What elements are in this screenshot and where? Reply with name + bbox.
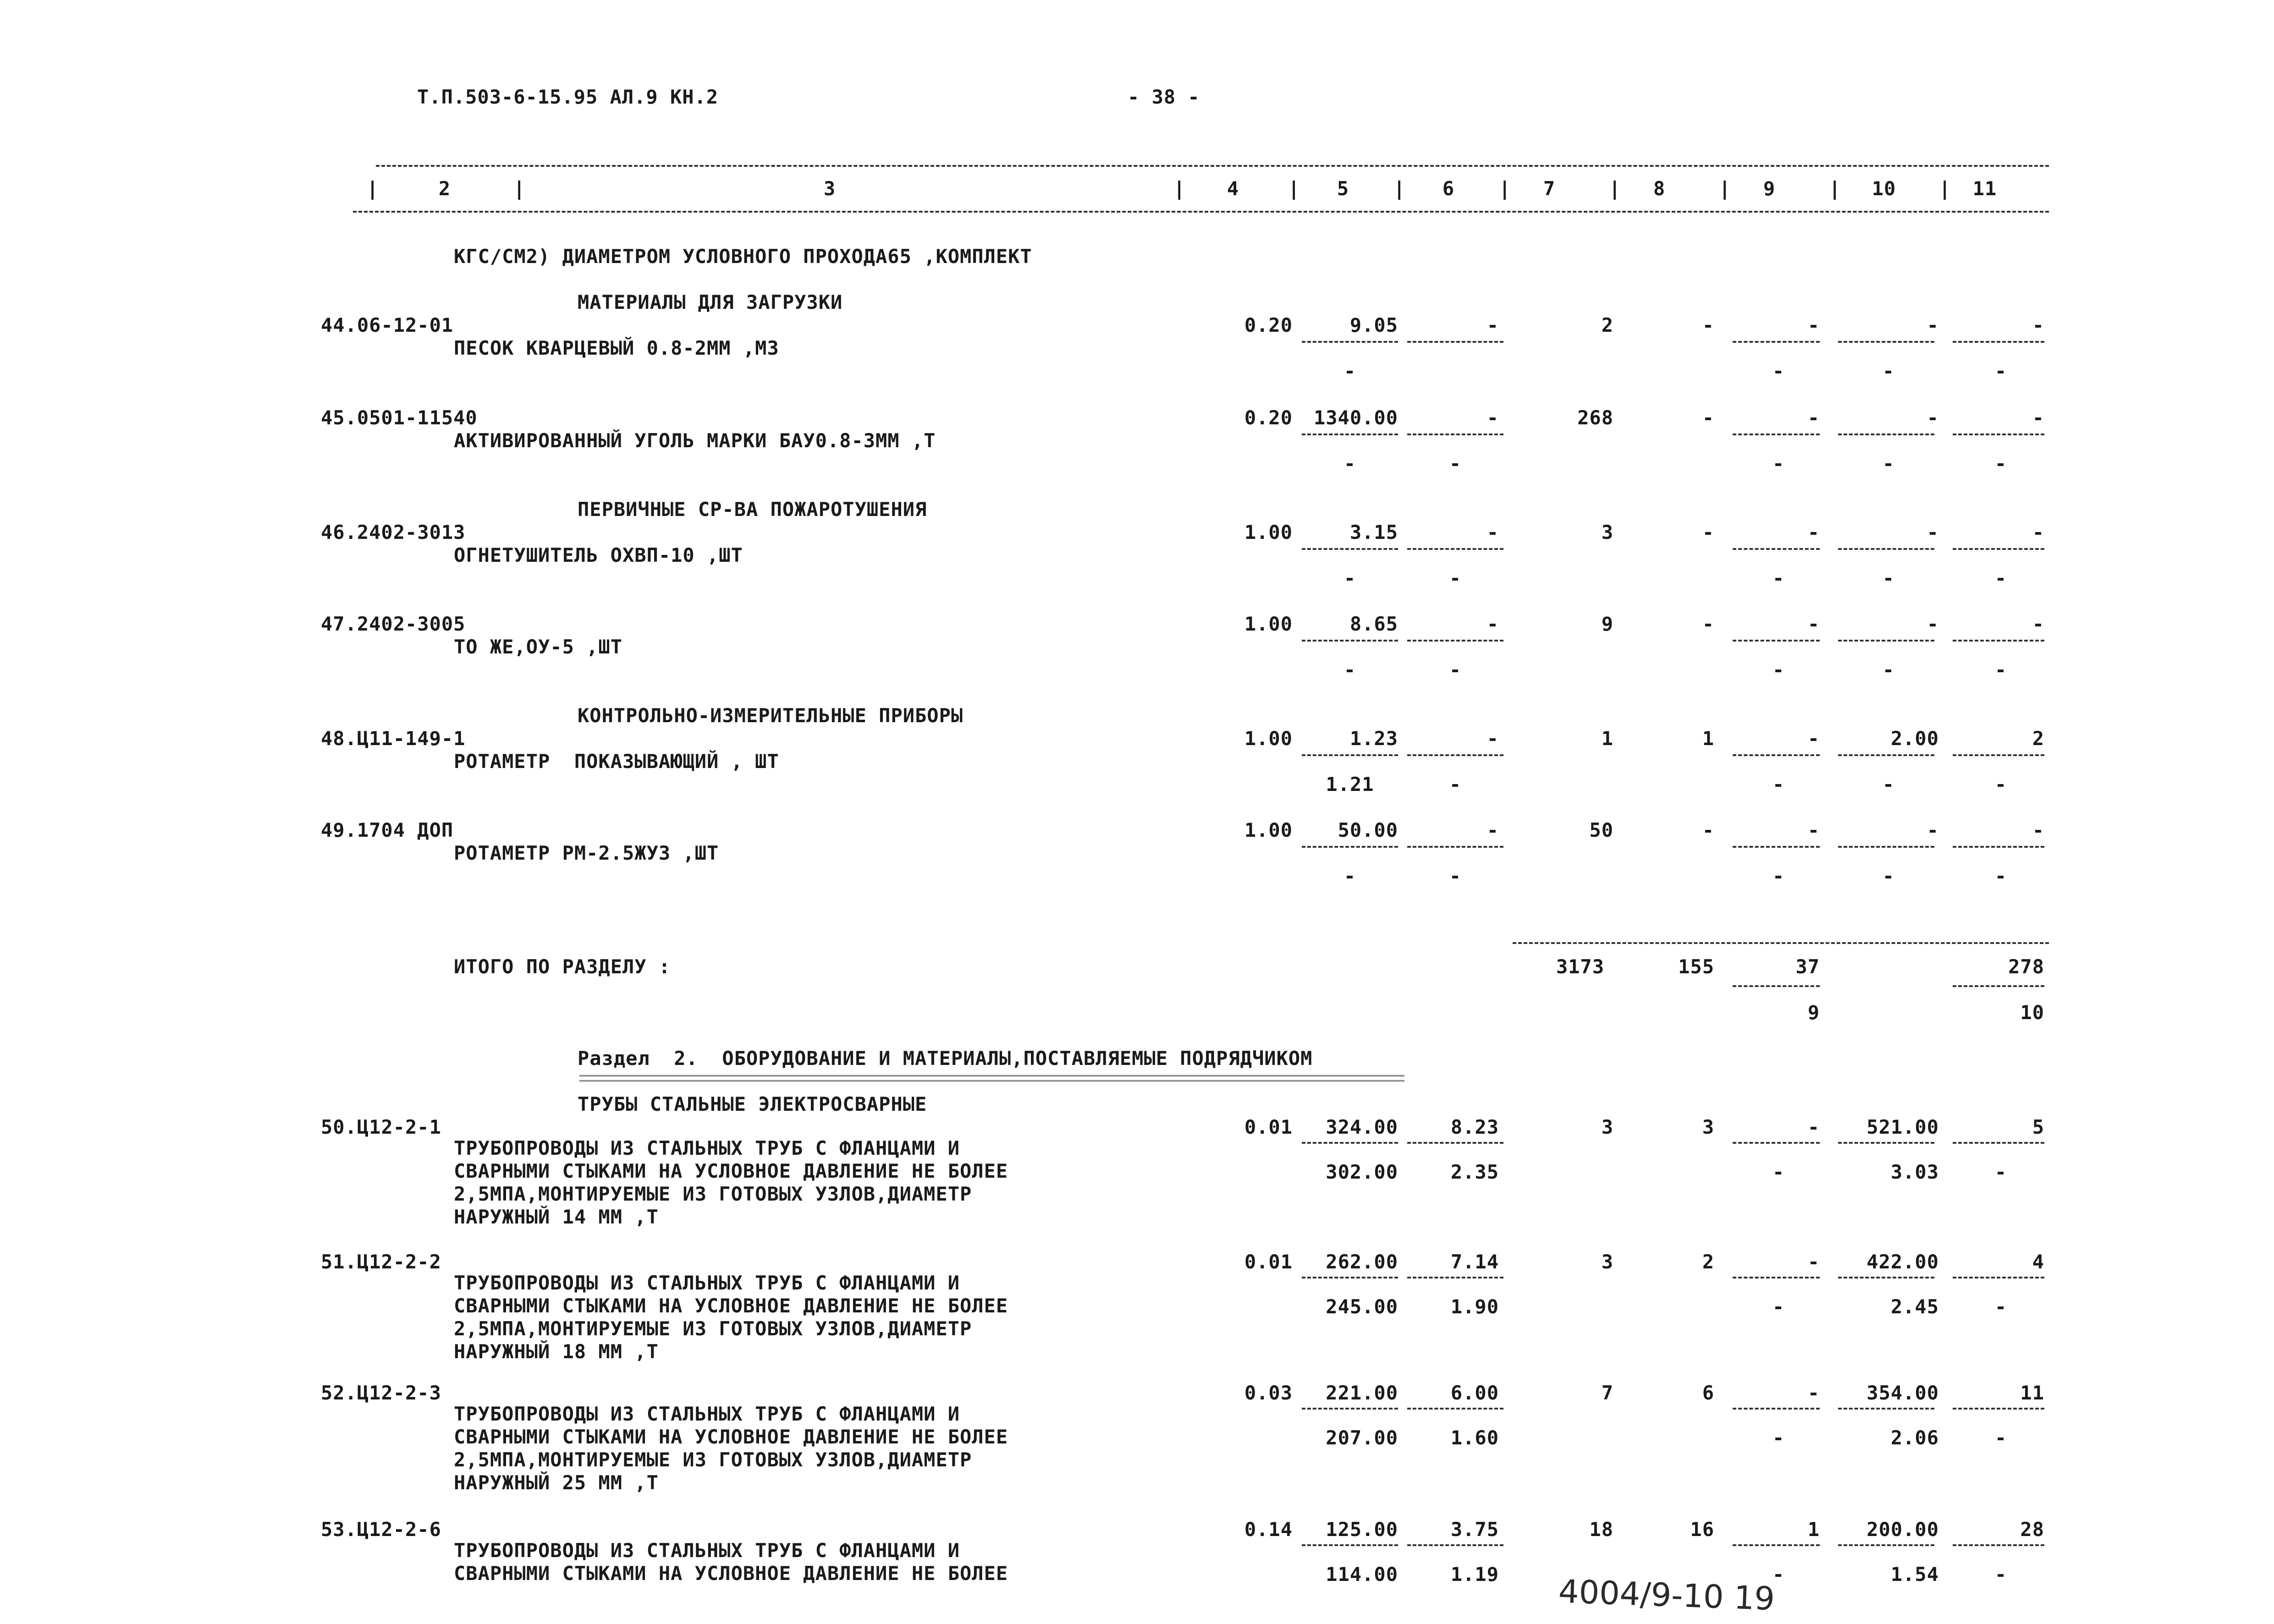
row-b5-sub: -	[1343, 452, 1356, 475]
row-c9: -	[1807, 406, 1820, 429]
pipe-c11: 11	[2020, 1382, 2044, 1404]
column-header-5: 5	[1337, 177, 1349, 200]
category-materials: МАТЕРИАЛЫ ДЛЯ ЗАГРУЗКИ	[578, 291, 843, 313]
row-b10-sub: -	[1882, 452, 1895, 475]
row-c6-rule	[1407, 548, 1503, 550]
pipe-c6-rule	[1407, 1408, 1503, 1410]
handwritten-note: 4004/9-10 19	[1558, 1572, 1776, 1618]
row-c11-rule	[1953, 640, 2044, 642]
row-b5-sub: -	[1343, 865, 1356, 887]
row-b11-sub: -	[1994, 567, 2007, 589]
pipe-description-line: СВАРНЫМИ СТЫКАМИ НА УСЛОВНОЕ ДАВЛЕНИЕ НЕ БОЛЕЕ	[454, 1562, 1008, 1585]
pipe-c4: 0.01	[1244, 1116, 1293, 1138]
pipe-c6-rule	[1407, 1142, 1503, 1144]
pipe-c6: 6.00	[1450, 1382, 1499, 1404]
pipe-c9: -	[1807, 1382, 1820, 1404]
total-col11-rule	[1953, 985, 2044, 987]
pipe-b10-sub: 1.54	[1890, 1563, 1939, 1586]
pipe-c8: 6	[1702, 1382, 1714, 1404]
row-c7: 2	[1601, 314, 1613, 336]
pipe-code: 53.Ц12-2-6	[321, 1518, 441, 1541]
pipe-description-line: СВАРНЫМИ СТЫКАМИ НА УСЛОВНОЕ ДАВЛЕНИЕ НЕ БОЛЕЕ	[454, 1426, 1008, 1448]
pipe-b9-sub: -	[1772, 1563, 1785, 1586]
row-c11: -	[2032, 613, 2044, 635]
row-code: 48.Ц11-149-1	[321, 727, 466, 750]
row-c9-rule	[1733, 433, 1820, 435]
row-c4: 0.20	[1244, 314, 1293, 336]
column-separator: |	[1288, 177, 1300, 200]
pipe-c6: 8.23	[1450, 1116, 1499, 1138]
column-separator: |	[513, 177, 526, 200]
row-c10: -	[1927, 613, 1939, 635]
row-c8: 1	[1702, 727, 1714, 750]
pipe-c5-rule	[1302, 1277, 1398, 1278]
row-b6-sub: -	[1449, 452, 1462, 475]
row-description: АКТИВИРОВАННЫЙ УГОЛЬ МАРКИ БАУ0.8-3ММ ,Т	[454, 429, 936, 452]
total-col9-sub: 9	[1807, 1001, 1820, 1024]
row-description: ПЕСОК КВАРЦЕВЫЙ 0.8-2ММ ,М3	[454, 337, 779, 359]
row-c9-rule	[1733, 341, 1820, 343]
row-code: 49.1704 ДОП	[321, 819, 454, 841]
row-b5-sub: -	[1343, 567, 1356, 589]
row-c11: -	[2032, 819, 2044, 841]
row-c6-rule	[1407, 846, 1503, 848]
pipe-c11-rule	[1953, 1142, 2044, 1144]
row-b11-sub: -	[1994, 865, 2007, 887]
column-header-7: 7	[1543, 177, 1556, 200]
row-c6: -	[1487, 819, 1499, 841]
pipe-c9-rule	[1733, 1408, 1820, 1410]
row-c10-rule	[1838, 754, 1934, 756]
row-c5: 8.65	[1349, 613, 1398, 635]
header-bottom-rule	[353, 211, 2049, 213]
document-code: Т.П.503-6-15.95 АЛ.9 КН.2	[417, 86, 719, 108]
pipe-c9: -	[1807, 1116, 1820, 1138]
column-header-10: 10	[1872, 177, 1896, 200]
row-c6: -	[1487, 314, 1499, 336]
row-c9: -	[1807, 314, 1820, 336]
row-b9-sub: -	[1772, 773, 1785, 796]
continuation-text: КГС/СМ2) ДИАМЕТРОМ УСЛОВНОГО ПРОХОДА65 ,КОМПЛЕКТ	[454, 245, 1032, 268]
pipe-b6-sub: 2.35	[1450, 1161, 1499, 1183]
row-c11: -	[2032, 406, 2044, 429]
pipe-b10-sub: 2.45	[1890, 1295, 1939, 1318]
row-c10: -	[1927, 406, 1939, 429]
pipe-c9: 1	[1807, 1518, 1820, 1541]
pipe-c5-rule	[1302, 1544, 1398, 1546]
pipe-c10: 422.00	[1867, 1251, 1939, 1273]
row-b11-sub: -	[1994, 658, 2007, 681]
row-code: 44.06-12-01	[321, 314, 454, 336]
total-col11: 278	[2008, 955, 2044, 978]
row-c8: -	[1702, 406, 1714, 429]
row-c5-rule	[1302, 846, 1398, 848]
row-c11-rule	[1953, 754, 2044, 756]
row-c11-rule	[1953, 341, 2044, 343]
row-c8: -	[1702, 613, 1714, 635]
row-c11: 2	[2032, 727, 2044, 750]
row-c6: -	[1487, 727, 1499, 750]
pipe-b11-sub: -	[1994, 1295, 2007, 1318]
row-b9-sub: -	[1772, 658, 1785, 681]
pipe-c10-rule	[1838, 1142, 1934, 1144]
pipe-c9-rule	[1733, 1142, 1820, 1144]
pipe-c8: 3	[1702, 1116, 1714, 1138]
row-b6-sub: -	[1449, 865, 1462, 887]
pipe-b9-sub: -	[1772, 1426, 1785, 1449]
row-b9-sub: -	[1772, 360, 1785, 382]
row-c9: -	[1807, 521, 1820, 543]
total-col11-sub: 10	[2020, 1001, 2044, 1024]
pipe-c9-rule	[1733, 1544, 1820, 1546]
row-c5: 1340.00	[1313, 406, 1398, 429]
pipe-c6: 3.75	[1450, 1518, 1499, 1541]
row-c6-rule	[1407, 433, 1503, 435]
pipe-c5-rule	[1302, 1408, 1398, 1410]
column-separator: |	[1393, 177, 1406, 200]
row-b5-sub: 1.21	[1326, 773, 1374, 796]
row-b9-sub: -	[1772, 865, 1785, 887]
pipe-c4: 0.03	[1244, 1382, 1293, 1404]
pipe-code: 50.Ц12-2-1	[321, 1116, 441, 1138]
row-b10-sub: -	[1882, 658, 1895, 681]
pipe-code: 52.Ц12-2-3	[321, 1382, 441, 1404]
pipe-b11-sub: -	[1994, 1161, 2007, 1183]
pipe-c9-rule	[1733, 1277, 1820, 1278]
row-c10-rule	[1838, 846, 1934, 848]
pipe-c8: 2	[1702, 1251, 1714, 1273]
column-header-6: 6	[1442, 177, 1455, 200]
pipe-b5-sub: 114.00	[1326, 1563, 1398, 1586]
section-2-title: Раздел 2. ОБОРУДОВАНИЕ И МАТЕРИАЛЫ,ПОСТАВЛЯЕМЫЕ ПОДРЯДЧИКОМ	[578, 1047, 1313, 1070]
row-c5: 1.23	[1349, 727, 1398, 750]
column-header-9: 9	[1763, 177, 1776, 200]
total-col9-rule	[1733, 985, 1820, 987]
pipe-code: 51.Ц12-2-2	[321, 1251, 441, 1273]
pipe-b10-sub: 3.03	[1890, 1161, 1939, 1183]
row-description: ОГНЕТУШИТЕЛЬ ОХВП-10 ,ШТ	[454, 544, 743, 566]
pipe-c11: 5	[2032, 1116, 2044, 1138]
pipe-c11-rule	[1953, 1277, 2044, 1278]
pipe-b11-sub: -	[1994, 1426, 2007, 1449]
total-top-rule	[1513, 942, 2049, 944]
row-c4: 1.00	[1244, 613, 1293, 635]
row-c10: -	[1927, 314, 1939, 336]
pipe-description-line: 2,5МПА,МОНТИРУЕМЫЕ ИЗ ГОТОВЫХ УЗЛОВ,ДИАМЕТР	[454, 1448, 972, 1471]
row-c5: 50.00	[1338, 819, 1398, 841]
pipe-b5-sub: 245.00	[1326, 1295, 1398, 1318]
row-c10-rule	[1838, 341, 1934, 343]
pipe-description-line: ТРУБОПРОВОДЫ ИЗ СТАЛЬНЫХ ТРУБ С ФЛАНЦАМИ И	[454, 1272, 960, 1294]
row-c5-rule	[1302, 754, 1398, 756]
row-b11-sub: -	[1994, 360, 2007, 382]
column-separator: |	[367, 177, 379, 200]
column-separator: |	[1609, 177, 1621, 200]
row-c8: -	[1702, 521, 1714, 543]
total-col7: 3173	[1556, 955, 1604, 978]
row-c4: 1.00	[1244, 521, 1293, 543]
row-code: 45.0501-11540	[321, 406, 478, 429]
row-c7: 1	[1601, 727, 1613, 750]
total-col9: 37	[1795, 955, 1820, 978]
pipe-c10: 354.00	[1867, 1382, 1939, 1404]
pipe-c4: 0.01	[1244, 1251, 1293, 1273]
column-separator: |	[1499, 177, 1511, 200]
row-c8: -	[1702, 314, 1714, 336]
row-c6: -	[1487, 406, 1499, 429]
pipe-b6-sub: 1.60	[1450, 1426, 1499, 1449]
column-header-11: 11	[1972, 177, 1997, 200]
row-c6-rule	[1407, 754, 1503, 756]
total-col8: 155	[1678, 955, 1714, 978]
column-separator: |	[1829, 177, 1841, 200]
row-b10-sub: -	[1882, 360, 1895, 382]
row-c10: -	[1927, 819, 1939, 841]
pipe-c6-rule	[1407, 1544, 1503, 1546]
pipe-c10-rule	[1838, 1544, 1934, 1546]
row-c11: -	[2032, 314, 2044, 336]
row-c11: -	[2032, 521, 2044, 543]
row-c4: 1.00	[1244, 819, 1293, 841]
column-header-8: 8	[1653, 177, 1666, 200]
pipe-b11-sub: -	[1994, 1563, 2007, 1586]
row-c11-rule	[1953, 846, 2044, 848]
row-b11-sub: -	[1994, 452, 2007, 475]
pipe-b6-sub: 1.19	[1450, 1563, 1499, 1586]
row-c10: 2.00	[1890, 727, 1939, 750]
pipe-description-line: ТРУБОПРОВОДЫ ИЗ СТАЛЬНЫХ ТРУБ С ФЛАНЦАМИ И	[454, 1403, 960, 1425]
row-description: РОТАМЕТР ПОКАЗЫВАЮЩИЙ , ШТ	[454, 750, 779, 773]
pipe-b10-sub: 2.06	[1890, 1426, 1939, 1449]
pipe-c6: 7.14	[1450, 1251, 1499, 1273]
pipe-c5: 262.00	[1326, 1251, 1398, 1273]
row-c10: -	[1927, 521, 1939, 543]
pipe-c11: 28	[2020, 1518, 2044, 1541]
category-fire: ПЕРВИЧНЫЕ СР-ВА ПОЖАРОТУШЕНИЯ	[578, 498, 927, 521]
row-b5-sub: -	[1343, 360, 1356, 382]
row-c5: 3.15	[1349, 521, 1398, 543]
row-description: РОТАМЕТР РМ-2.5ЖУЗ ,ШТ	[454, 842, 719, 864]
pipe-c7: 3	[1601, 1251, 1613, 1273]
row-b5-sub: -	[1343, 658, 1356, 681]
row-c11-rule	[1953, 548, 2044, 550]
pipe-c8: 16	[1690, 1518, 1714, 1541]
row-c10-rule	[1838, 433, 1934, 435]
row-c4: 0.20	[1244, 406, 1293, 429]
pipe-description-line: ТРУБОПРОВОДЫ ИЗ СТАЛЬНЫХ ТРУБ С ФЛАНЦАМИ И	[454, 1137, 960, 1159]
pipe-b9-sub: -	[1772, 1295, 1785, 1318]
pipe-description-line: НАРУЖНЫЙ 14 ММ ,Т	[454, 1206, 659, 1228]
header-top-rule	[376, 165, 2049, 167]
section-2-underline	[579, 1075, 1404, 1081]
pipe-b5-sub: 207.00	[1326, 1426, 1398, 1449]
column-header-4: 4	[1227, 177, 1239, 200]
column-header-3: 3	[823, 177, 836, 200]
total-label: ИТОГО ПО РАЗДЕЛУ :	[454, 955, 671, 978]
pipe-description-line: НАРУЖНЫЙ 25 ММ ,Т	[454, 1471, 659, 1494]
row-b9-sub: -	[1772, 452, 1785, 475]
pipe-c4: 0.14	[1244, 1518, 1293, 1541]
page-number: - 38 -	[1128, 86, 1200, 108]
section-2-subtitle: ТРУБЫ СТАЛЬНЫЕ ЭЛЕКТРОСВАРНЫЕ	[578, 1093, 927, 1115]
row-c5-rule	[1302, 341, 1398, 343]
row-c9: -	[1807, 613, 1820, 635]
row-c6-rule	[1407, 640, 1503, 642]
pipe-b6-sub: 1.90	[1450, 1295, 1499, 1318]
pipe-c9: -	[1807, 1251, 1820, 1273]
row-c6-rule	[1407, 341, 1503, 343]
column-separator: |	[1939, 177, 1951, 200]
pipe-description-line: НАРУЖНЫЙ 18 ММ ,Т	[454, 1340, 659, 1363]
row-c9-rule	[1733, 548, 1820, 550]
column-separator: |	[1719, 177, 1731, 200]
pipe-c7: 18	[1589, 1518, 1613, 1541]
row-c7: 9	[1601, 613, 1613, 635]
row-c7: 3	[1601, 521, 1613, 543]
pipe-b5-sub: 302.00	[1326, 1161, 1398, 1183]
row-c7: 268	[1577, 406, 1613, 429]
pipe-c10-rule	[1838, 1277, 1934, 1278]
row-c9-rule	[1733, 754, 1820, 756]
column-header-2: 2	[438, 177, 451, 200]
row-c5-rule	[1302, 548, 1398, 550]
pipe-description-line: ТРУБОПРОВОДЫ ИЗ СТАЛЬНЫХ ТРУБ С ФЛАНЦАМИ И	[454, 1539, 960, 1562]
pipe-c10: 521.00	[1867, 1116, 1939, 1138]
pipe-description-line: СВАРНЫМИ СТЫКАМИ НА УСЛОВНОЕ ДАВЛЕНИЕ НЕ БОЛЕЕ	[454, 1295, 1008, 1317]
pipe-c6-rule	[1407, 1277, 1503, 1278]
row-code: 46.2402-3013	[321, 521, 466, 543]
pipe-c5: 125.00	[1326, 1518, 1398, 1541]
pipe-c10: 200.00	[1867, 1518, 1939, 1541]
row-c9-rule	[1733, 640, 1820, 642]
pipe-c5-rule	[1302, 1142, 1398, 1144]
pipe-c10-rule	[1838, 1408, 1934, 1410]
row-b10-sub: -	[1882, 773, 1895, 796]
pipe-c7: 3	[1601, 1116, 1613, 1138]
pipe-description-line: СВАРНЫМИ СТЫКАМИ НА УСЛОВНОЕ ДАВЛЕНИЕ НЕ БОЛЕЕ	[454, 1160, 1008, 1182]
pipe-b9-sub: -	[1772, 1161, 1785, 1183]
pipe-c11: 4	[2032, 1251, 2044, 1273]
row-c11-rule	[1953, 433, 2044, 435]
pipe-c11-rule	[1953, 1544, 2044, 1546]
row-c5-rule	[1302, 433, 1398, 435]
row-c7: 50	[1589, 819, 1613, 841]
row-b6-sub: -	[1449, 567, 1462, 589]
row-b6-sub: -	[1449, 773, 1462, 796]
row-c10-rule	[1838, 640, 1934, 642]
row-c6: -	[1487, 613, 1499, 635]
row-b6-sub: -	[1449, 658, 1462, 681]
row-b10-sub: -	[1882, 567, 1895, 589]
row-c6: -	[1487, 521, 1499, 543]
pipe-description-line: 2,5МПА,МОНТИРУЕМЫЕ ИЗ ГОТОВЫХ УЗЛОВ,ДИАМЕТР	[454, 1317, 972, 1340]
row-b11-sub: -	[1994, 773, 2007, 796]
pipe-c11-rule	[1953, 1408, 2044, 1410]
row-c4: 1.00	[1244, 727, 1293, 750]
row-c9-rule	[1733, 846, 1820, 848]
row-c5-rule	[1302, 640, 1398, 642]
row-b9-sub: -	[1772, 567, 1785, 589]
pipe-c5: 324.00	[1326, 1116, 1398, 1138]
row-c9: -	[1807, 819, 1820, 841]
row-description: ТО ЖЕ,ОУ-5 ,ШТ	[454, 636, 623, 658]
row-code: 47.2402-3005	[321, 613, 466, 635]
row-c10-rule	[1838, 548, 1934, 550]
row-c9: -	[1807, 727, 1820, 750]
row-c8: -	[1702, 819, 1714, 841]
pipe-description-line: 2,5МПА,МОНТИРУЕМЫЕ ИЗ ГОТОВЫХ УЗЛОВ,ДИАМЕТР	[454, 1183, 972, 1205]
pipe-c5: 221.00	[1326, 1382, 1398, 1404]
column-separator: |	[1173, 177, 1186, 200]
row-c5: 9.05	[1349, 314, 1398, 336]
row-b10-sub: -	[1882, 865, 1895, 887]
category-instruments: КОНТРОЛЬНО-ИЗМЕРИТЕЛЬНЫЕ ПРИБОРЫ	[578, 704, 964, 727]
pipe-c7: 7	[1601, 1382, 1613, 1404]
